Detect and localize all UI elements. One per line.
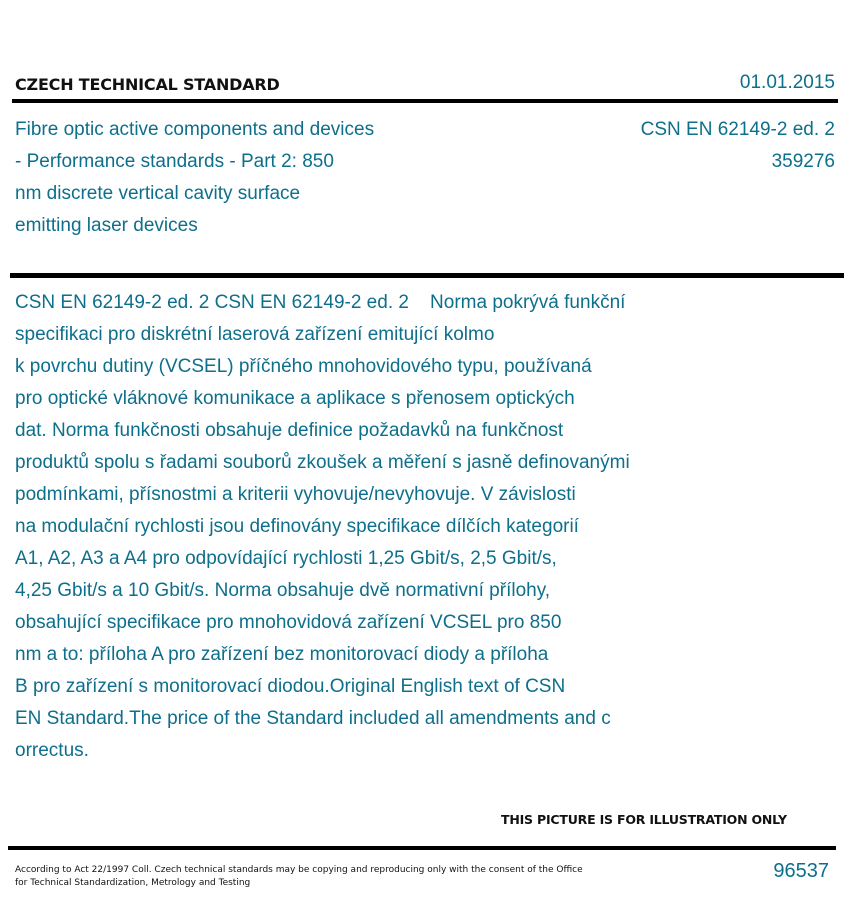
description-line: CSN EN 62149-2 ed. 2 CSN EN 62149-2 ed. 2 Norma pokrývá funkční (15, 292, 626, 313)
description-line: nm a to: příloha A pro zařízení bez monitorovací diody a příloha (15, 644, 549, 665)
standard-title-line: Fibre optic active components and devices (15, 119, 375, 140)
catalog-number: 359276 (771, 151, 835, 172)
legal-notice-line: for Technical Standardization, Metrology and Testing (15, 878, 251, 888)
description-line: orrectus. (15, 740, 89, 761)
document-number: 96537 (773, 860, 829, 882)
description-line: na modulační rychlosti jsou definovány specifikace dílčích kategorií (15, 516, 579, 537)
standard-title (15, 114, 445, 242)
description-line: produktů spolu s řadami souborů zkoušek a měření s jasně definovanými (15, 452, 630, 473)
description-line: A1, A2, A3 a A4 pro odpovídající rychlosti 1,25 Gbit/s, 2,5 Gbit/s, (15, 548, 557, 569)
standard-code: CSN EN 62149-2 ed. 2 (640, 119, 835, 140)
standard-description (15, 287, 815, 767)
description-line: pro optické vláknové komunikace a aplikace s přenosem optických (15, 388, 575, 409)
description-line: obsahující specifikace pro mnohovidová zařízení VCSEL pro 850 (15, 612, 562, 633)
publication-date: 01.01.2015 (739, 72, 835, 93)
document-header-title: CZECH TECHNICAL STANDARD (15, 75, 280, 94)
footer-divider (8, 846, 836, 850)
standard-title-line: nm discrete vertical cavity surface (15, 183, 301, 204)
description-line: dat. Norma funkčnosti obsahuje definice požadavků na funkčnost (15, 420, 564, 441)
description-line: B pro zařízení s monitorovací diodou.Original English text of CSN (15, 676, 566, 697)
standard-identifiers (641, 114, 835, 178)
description-line: EN Standard.The price of the Standard included all amendments and c (15, 708, 611, 729)
description-line: specifikaci pro diskrétní laserová zařízení emitující kolmo (15, 324, 495, 345)
description-line: k povrchu dutiny (VCSEL) příčného mnohovidového typu, používaná (15, 356, 592, 377)
header-divider (12, 99, 838, 103)
description-line: podmínkami, přísnostmi a kriterii vyhovuje/nevyhovuje. V závislosti (15, 484, 576, 505)
legal-notice-line: According to Act 22/1997 Coll. Czech technical standards may be copying and reproducing only with the consent of the Office (15, 865, 583, 875)
legal-notice (15, 864, 615, 890)
description-line: 4,25 Gbit/s a 10 Gbit/s. Norma obsahuje dvě normativní přílohy, (15, 580, 551, 601)
illustration-disclaimer: THIS PICTURE IS FOR ILLUSTRATION ONLY (501, 812, 787, 827)
section-divider (10, 273, 844, 278)
standard-title-line: emitting laser devices (15, 215, 198, 236)
standard-title-line: - Performance standards - Part 2: 850 (15, 151, 334, 172)
